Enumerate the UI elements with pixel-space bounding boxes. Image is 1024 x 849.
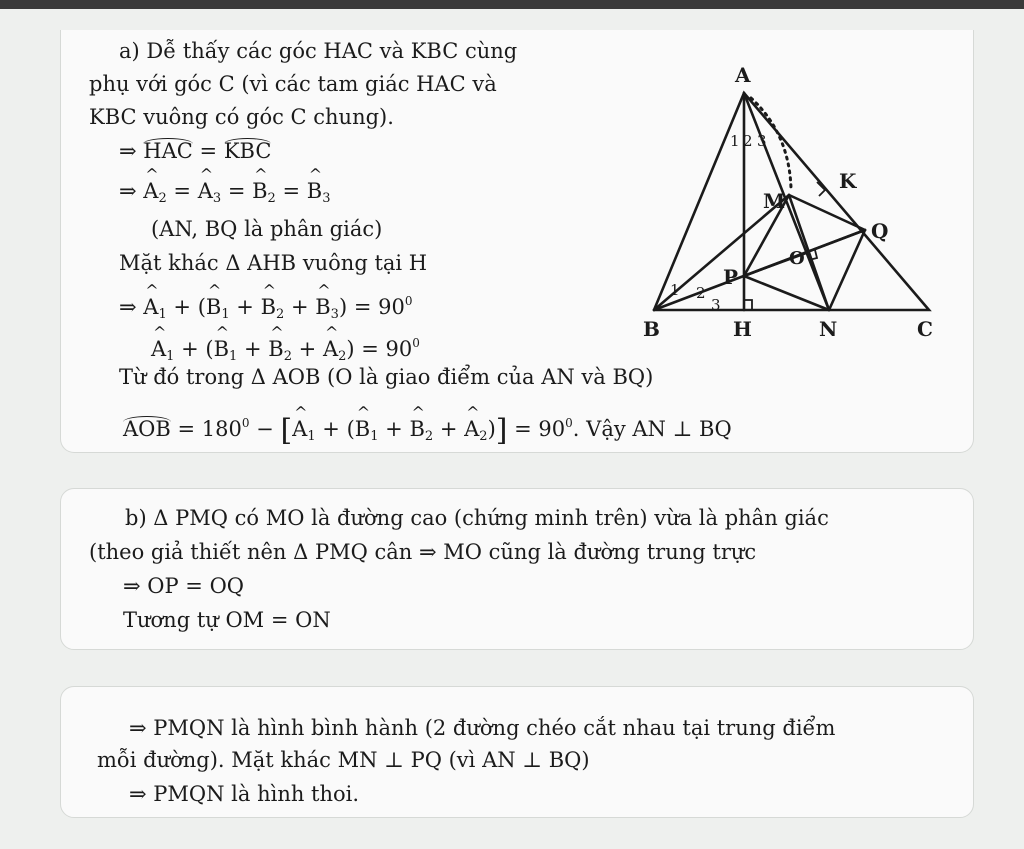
angle-kbc: KBC [223, 139, 272, 163]
label-h: H [733, 317, 752, 341]
triangle-figure [639, 48, 939, 348]
label-angle-a3: 3 [757, 132, 767, 150]
equals-sign: = [199, 139, 218, 163]
part-c-line-3: ⇒ PMQN là hình thoi. [129, 782, 360, 806]
solution-part-a [60, 30, 974, 453]
label-n: N [819, 317, 838, 341]
implies-arrow: ⇒ [119, 295, 137, 319]
label-k: K [839, 169, 857, 193]
top-bar [0, 0, 1024, 9]
label-q: Q [871, 219, 889, 243]
part-b-line-4: Tương tự OM = ON [123, 608, 331, 632]
part-a-line-7: (AN, BQ là phân giác) [151, 217, 383, 241]
part-b-line-2: (theo giả thiết nên Δ PMQ cân ⇒ MO cũng là đường trung trực [89, 540, 757, 564]
equal-angles-line [119, 138, 271, 164]
implies-arrow: ⇒ [119, 179, 137, 203]
part-a-line-8: Mặt khác Δ AHB vuông tại H [119, 251, 428, 275]
solution-part-c [60, 686, 974, 818]
part-b-line-1: b) Δ PMQ có MO là đường cao (chứng minh trên) vừa là phân giác [125, 506, 829, 530]
angle-sum-line-1: ⇒ ^ $A_1$ + (^ $B_1$ + ^ $B_2$ + ^ $B_3) = 90^0$ [119, 288, 412, 328]
angle-aob: AOB [123, 417, 171, 441]
angle-equality-line: ⇒ ^ $A_2$ = ^ $A_3$ = ^ $B_2$ = ^ $B_3$ [119, 178, 331, 212]
label-m: M [763, 189, 786, 213]
part-a-line-2: phụ với góc C (vì các tam giác HAC và [89, 72, 497, 96]
label-a: A [735, 63, 751, 87]
segment-pn [744, 276, 829, 310]
part-a-line-11: Từ đó trong Δ AOB (O là giao điểm của AN và BQ) [119, 365, 654, 389]
label-angle-a1: 1 [730, 132, 740, 150]
solution-part-b [60, 488, 974, 650]
label-o: O [789, 248, 805, 269]
label-c: C [917, 317, 933, 341]
aob-line: AOB = $180^0$ − [^ $A_1$ + (^ $B_1$ + ^ $B_2$ + ^ $A_2)] = 90^0$. Vậy AN ⊥ BQ [123, 410, 732, 450]
part-a-line-3: KBC vuông có góc C chung). [89, 105, 394, 129]
label-angle-a2: 2 [743, 132, 753, 150]
part-b-line-3: ⇒ OP = OQ [123, 574, 244, 598]
part-c-line-1: ⇒ PMQN là hình bình hành (2 đường chéo cắt nhau tại trung điểm [129, 716, 836, 740]
label-angle-b2: 2 [696, 284, 706, 302]
label-b: B [643, 317, 660, 341]
label-angle-b3: 3 [711, 296, 721, 314]
part-a-line-1: a) Dễ thấy các góc HAC và KBC cùng [119, 39, 518, 63]
implies-arrow: ⇒ [119, 139, 137, 163]
angle-hac: HAC [143, 139, 193, 163]
part-c-line-2: mỗi đường). Mặt khác MN ⊥ PQ (vì AN ⊥ BQ) [97, 748, 590, 772]
label-p: P [723, 265, 739, 289]
label-angle-b1: 1 [670, 281, 680, 299]
angle-sum-line-2: ^ $A_1$ + (^ $B_1$ + ^ $B_2$ + ^ $A_2) = 90^0$ [151, 330, 420, 370]
conclusion-text: . Vậy AN ⊥ BQ [572, 417, 732, 441]
